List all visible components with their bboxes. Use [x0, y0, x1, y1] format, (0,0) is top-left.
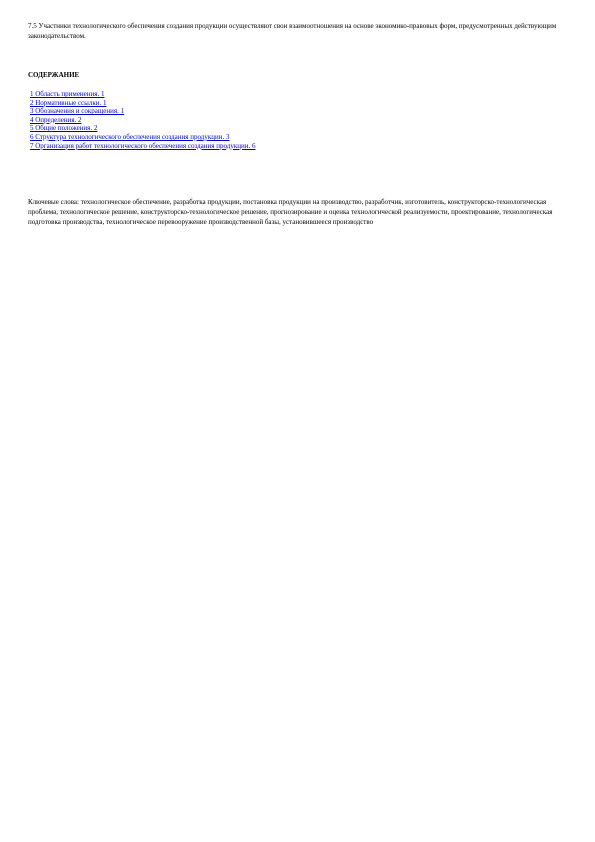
toc-link-5[interactable]: 5 Общие положения. 2: [30, 124, 98, 133]
toc-item: [30, 124, 255, 133]
toc-heading: СОДЕРЖАНИЕ: [28, 71, 80, 79]
toc-list: [30, 90, 255, 150]
toc-item: [30, 90, 255, 99]
intro-paragraph: 7.5 Участники технологического обеспечения создания продукции осуществляют свои взаимоотношения на основе экономико-правовых форм, предусмотренных действующим законодательством.: [28, 22, 557, 40]
toc-link-7[interactable]: 7 Организация работ технологического обеспечения создания продукции. 6: [30, 141, 256, 150]
toc-link-6[interactable]: 6 Структура технологического обеспечения создания продукции. 3: [30, 132, 230, 141]
toc-item: [30, 133, 255, 142]
toc-link-2[interactable]: 2 Нормативные ссылки. 1: [30, 98, 107, 107]
toc-item: [30, 99, 255, 108]
keywords-paragraph: Ключевые слова: технологическое обеспечение, разработка продукции, постановка продукции на производство, разработчик, изготовитель, конструкторско-технологическая проблема, технологическое решение, конструкторско-технологическое решение, прогнозирование и оценка технологической реализуемости, проектирование, технологическая подготовка производства, технологическое перевооружение производственной базы, установившееся производство: [28, 198, 553, 226]
toc-item: [30, 142, 255, 151]
toc-item: [30, 116, 255, 125]
toc-item: [30, 107, 255, 116]
toc-link-1[interactable]: 1 Область применения. 1: [30, 90, 105, 98]
toc-link-3[interactable]: 3 Обозначения и сокращения. 1: [30, 107, 125, 116]
toc-link-4[interactable]: 4 Определения. 2: [30, 115, 82, 124]
